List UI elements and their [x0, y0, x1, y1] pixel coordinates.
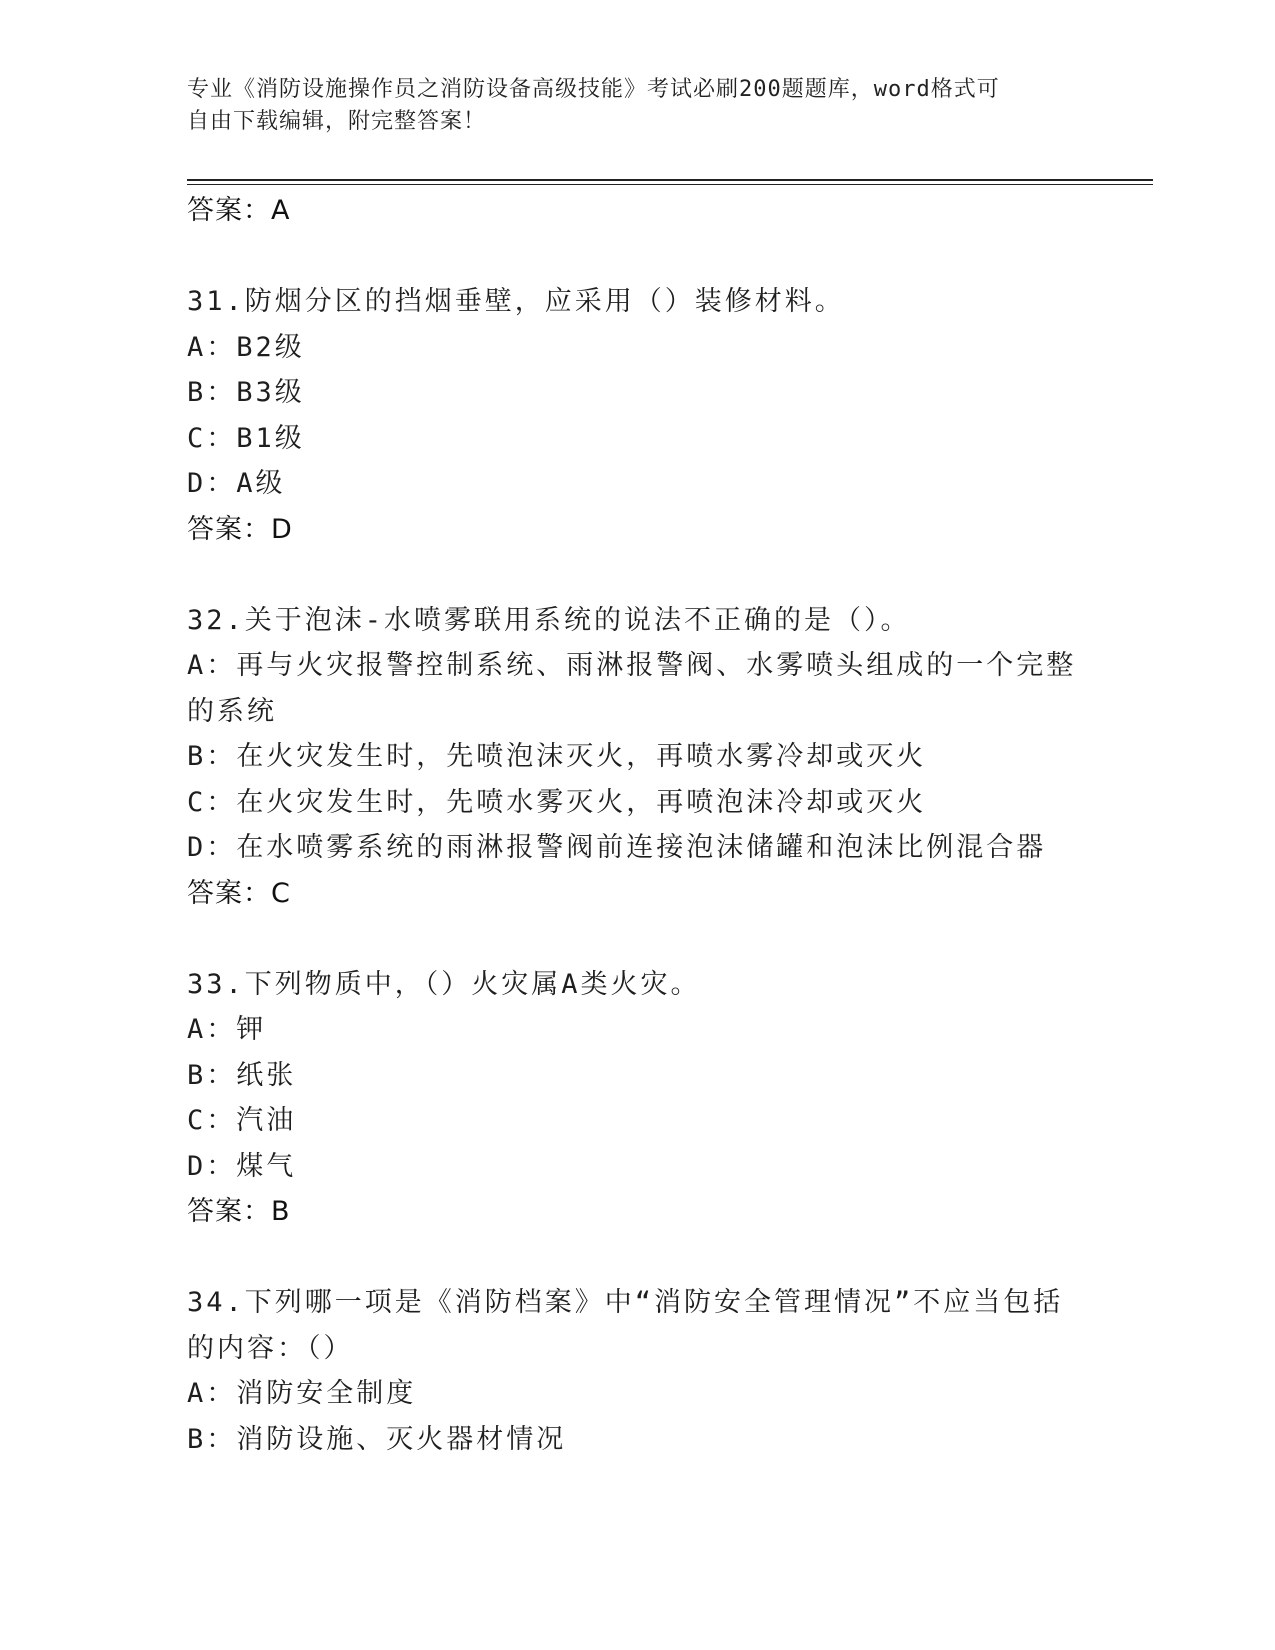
option-a: A：钾 — [187, 1014, 267, 1045]
header-divider-thin — [187, 184, 1153, 185]
answer-line: 答案：A — [187, 195, 291, 226]
answer-line: 答案：B — [187, 1196, 291, 1227]
answer-line: 答案：D — [187, 513, 293, 545]
option-b: B：在火灾发生时，先喷泡沫灭火，再喷水雾冷却或灭火 — [187, 741, 927, 772]
header-line-1: 专业《消防设施操作员之消防设备高级技能》考试必刷200题题库，word格式可 — [187, 77, 1000, 102]
option-d: D：在水喷雾系统的雨淋报警阀前连接泡沫储罐和泡沫比例混合器 — [187, 832, 1047, 863]
document-header — [187, 74, 1087, 138]
question-list — [187, 188, 1087, 1462]
question-stem: 34.下列哪一项是《消防档案》中“消防安全管理情况”不应当包括的内容：（） — [187, 1287, 1064, 1364]
spacer — [187, 234, 1087, 280]
spacer — [187, 552, 1087, 598]
question-stem: 33.下列物质中，（）火灾属A类火灾。 — [187, 968, 701, 1000]
question-32 — [187, 598, 1087, 917]
question-stem: 31.防烟分区的挡烟垂壁，应采用（）装修材料。 — [187, 286, 845, 317]
option-b: B：纸张 — [187, 1059, 297, 1091]
question-33 — [187, 962, 1087, 1235]
option-d: D：煤气 — [187, 1150, 297, 1182]
option-a: A：再与火灾报警控制系统、雨淋报警阀、水雾喷头组成的一个完整的系统 — [187, 650, 1077, 727]
option-b: B：B3级 — [187, 377, 305, 408]
option-b: B：消防设施、灭火器材情况 — [187, 1423, 567, 1455]
option-a: A：消防安全制度 — [187, 1378, 417, 1409]
question-31 — [187, 279, 1087, 552]
option-c: C：B1级 — [187, 422, 305, 454]
question-stem: 32.关于泡沫-水喷雾联用系统的说法不正确的是（）。 — [187, 604, 911, 636]
answer-line: 答案：C — [187, 877, 291, 909]
question-34 — [187, 1280, 1087, 1462]
option-a: A：B2级 — [187, 331, 305, 363]
header-divider-thick — [187, 179, 1153, 181]
option-d: D：A级 — [187, 468, 286, 499]
spacer — [187, 916, 1087, 962]
option-c: C：在火灾发生时，先喷水雾灭火，再喷泡沫冷却或灭火 — [187, 786, 927, 818]
option-c: C：汽油 — [187, 1105, 297, 1136]
header-line-2: 自由下载编辑，附完整答案！ — [187, 109, 487, 134]
spacer — [187, 1235, 1087, 1281]
